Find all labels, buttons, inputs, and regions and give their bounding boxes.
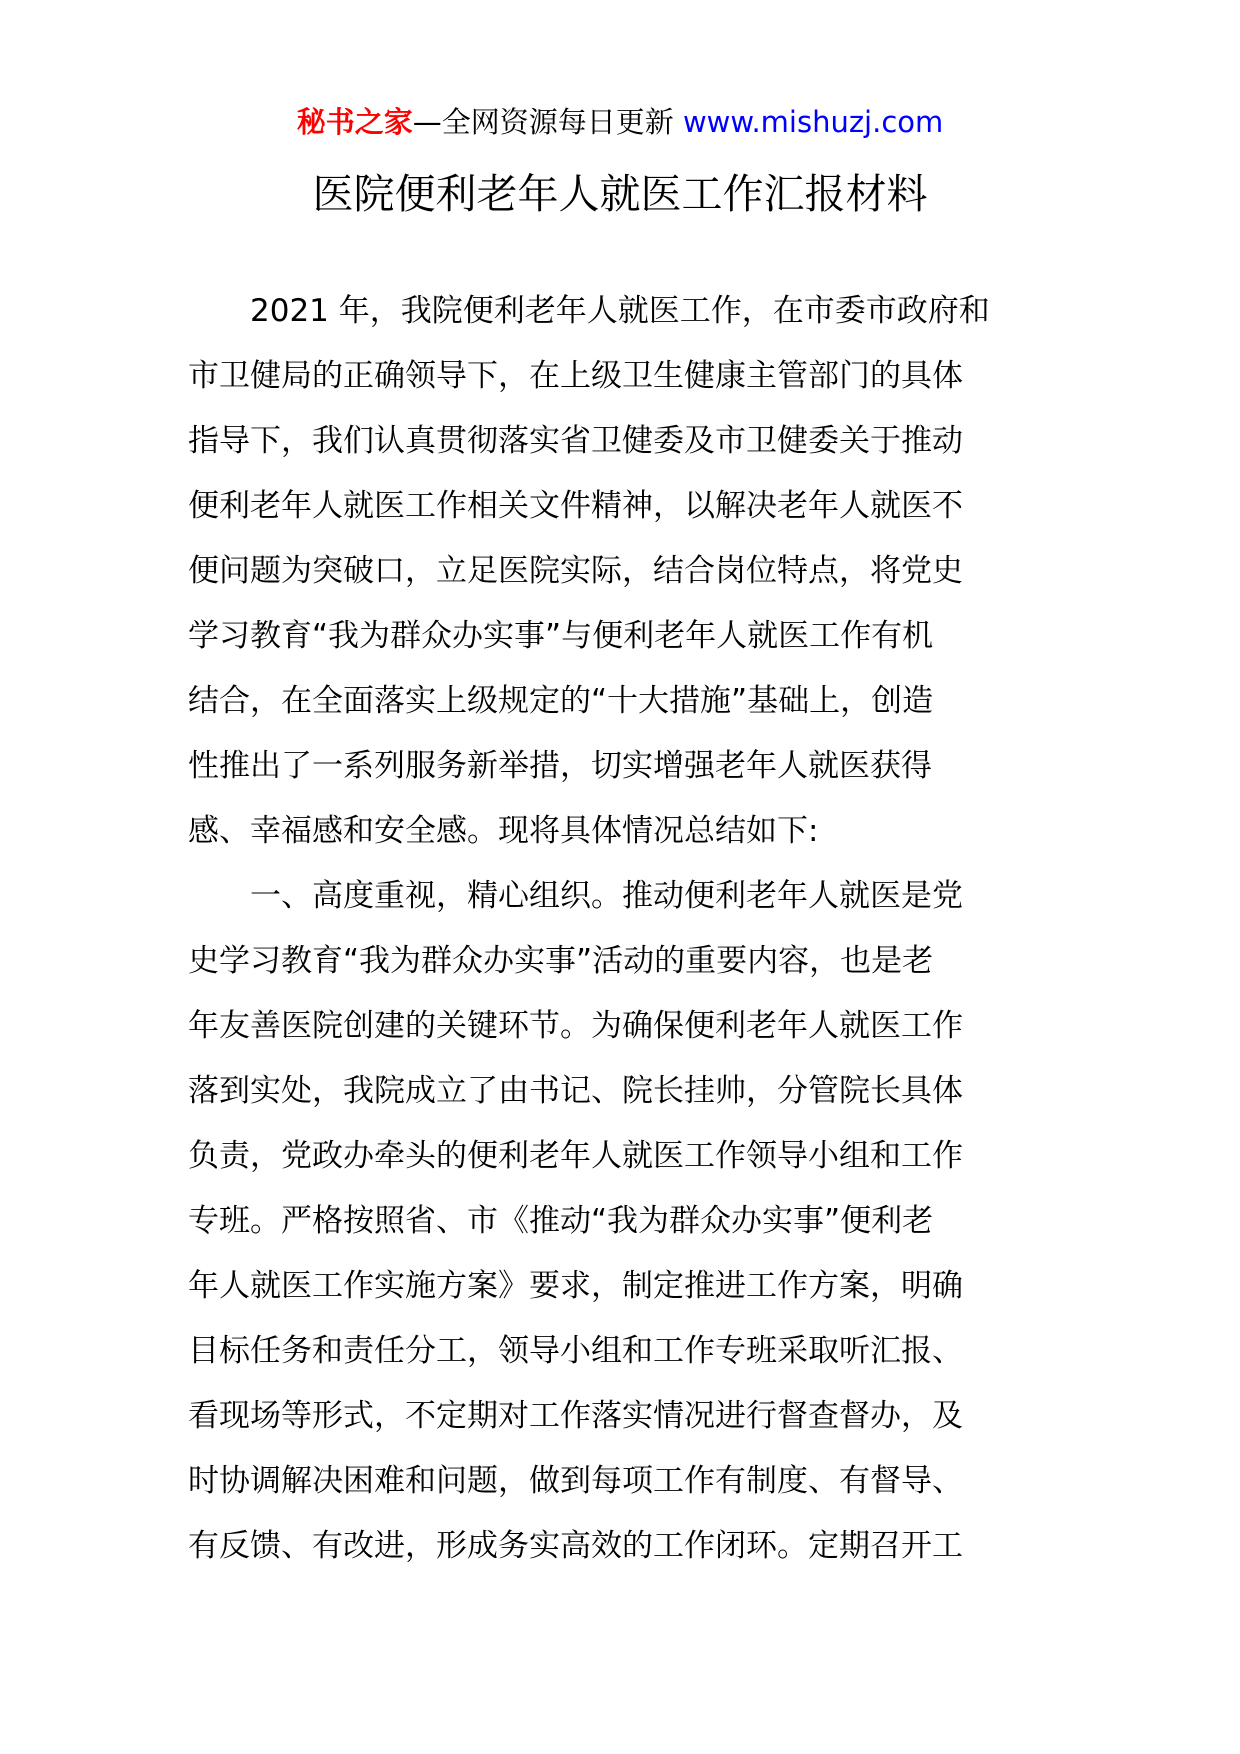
- document-body: [188, 291, 1059, 1591]
- header-slogan: —全网资源每日更新: [412, 105, 674, 139]
- body-line: 感、幸福感和安全感。现将具体情况总结如下:: [188, 813, 819, 849]
- body-line: 学习教育“我为群众办实事”与便利老年人就医工作有机: [188, 618, 934, 654]
- body-line: 看现场等形式，不定期对工作落实情况进行督查督办，及: [188, 1398, 963, 1434]
- brand-name: 秘书之家: [296, 105, 413, 139]
- body-line: 年友善医院创建的关键环节。为确保便利老年人就医工作: [188, 1008, 963, 1044]
- body-line: 指导下，我们认真贯彻落实省卫健委及市卫健委关于推动: [188, 423, 963, 459]
- body-line: 便利老年人就医工作相关文件精神，以解决老年人就医不: [188, 488, 963, 524]
- body-line: 一、高度重视，精心组织。推动便利老年人就医是党: [188, 878, 963, 914]
- body-line: 负责，党政办牵头的便利老年人就医工作领导小组和工作: [188, 1138, 963, 1174]
- body-line: 便问题为突破口，立足医院实际，结合岗位特点，将党史: [188, 553, 963, 589]
- body-line: 落到实处，我院成立了由书记、院长挂帅，分管院长具体: [188, 1073, 963, 1109]
- body-line: 目标任务和责任分工，领导小组和工作专班采取听汇报、: [188, 1333, 963, 1369]
- body-line: 时协调解决困难和问题，做到每项工作有制度、有督导、: [188, 1463, 963, 1499]
- body-line: 结合，在全面落实上级规定的“十大措施”基础上，创造: [188, 683, 934, 719]
- body-line: 市卫健局的正确领导下，在上级卫生健康主管部门的具体: [188, 358, 963, 394]
- body-line: 专班。严格按照省、市《推动“我为群众办实事”便利老: [188, 1203, 934, 1239]
- document-title: 医院便利老年人就医工作汇报材料: [312, 170, 928, 218]
- body-line: 年人就医工作实施方案》要求，制定推进工作方案，明确: [188, 1268, 963, 1304]
- body-line: 2021 年，我院便利老年人就医工作，在市委市政府和: [188, 293, 990, 329]
- body-line: 性推出了一系列服务新举措，切实增强老年人就医获得: [188, 748, 932, 784]
- body-line: 有反馈、有改进，形成务实高效的工作闭环。定期召开工: [188, 1528, 963, 1564]
- site-url-link[interactable]: www.mishuzj.com: [682, 105, 944, 139]
- header-banner: [0, 102, 1240, 142]
- body-line: 史学习教育“我为群众办实事”活动的重要内容，也是老: [188, 943, 934, 979]
